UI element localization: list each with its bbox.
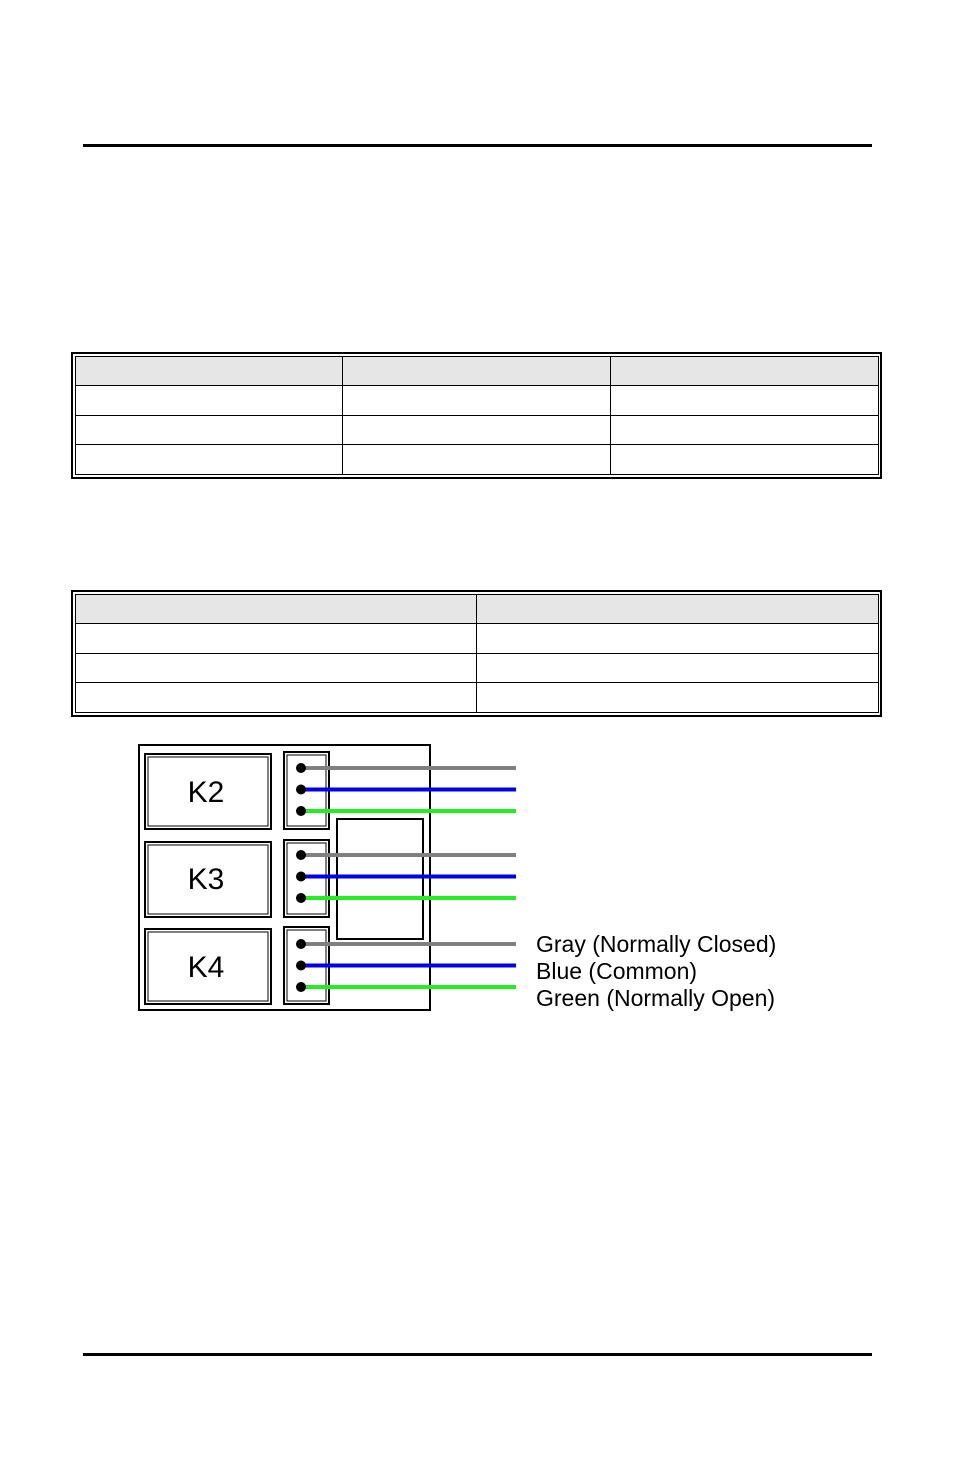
terminal-dot: [296, 961, 306, 971]
connector-block: [337, 819, 423, 939]
terminal-dot: [296, 982, 306, 992]
terminal-dot: [296, 806, 306, 816]
relay-label: K2: [187, 776, 225, 809]
terminal-dot: [296, 939, 306, 949]
relay-label: K3: [187, 863, 225, 896]
legend-gray: Gray (Normally Closed): [536, 931, 777, 957]
terminal-dot: [296, 893, 306, 903]
legend-blue: Blue (Common): [536, 958, 698, 984]
terminal-dot: [296, 850, 306, 860]
relay-k4: [145, 929, 271, 1004]
relay-k3: [145, 842, 271, 917]
terminal-dot: [296, 872, 306, 882]
relay-label: K4: [187, 951, 225, 984]
relay-k2: [145, 754, 271, 829]
legend-green: Green (Normally Open): [536, 985, 776, 1011]
terminal-dot: [296, 763, 306, 773]
terminal-dot: [296, 785, 306, 795]
footer-rule: [83, 1353, 872, 1356]
